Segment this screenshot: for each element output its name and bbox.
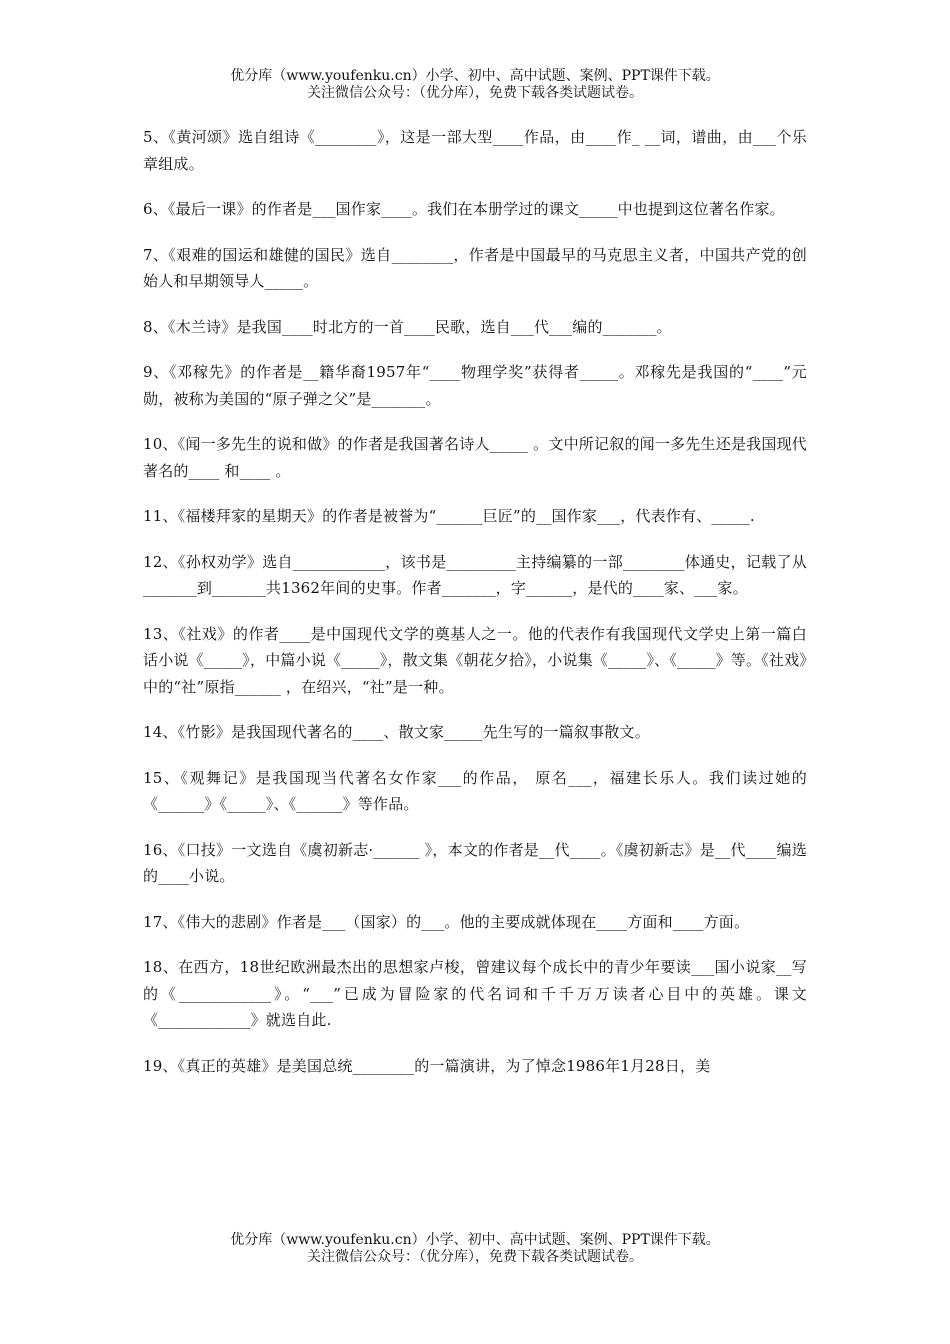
page-header xyxy=(0,68,950,102)
question-12: 12、《孙权劝学》选自____________，该书是_________主持编纂的一部________体通史，记载了从_______到_______共1362年间的史事。作者_______，字______，是代的____家、___家。 xyxy=(143,552,807,597)
question-14: 14、《竹影》是我国现代著名的____、散文家_____先生写的一篇叙事散文。 xyxy=(143,723,650,741)
question-10: 10、《闻一多先生的说和做》的作者是我国著名诗人_____ 。文中所记叙的闻一多先生还是我国现代著名的____ 和____ 。 xyxy=(143,435,807,480)
question-list xyxy=(143,124,807,1098)
question-6: 6、《最后一课》的作者是___国作家____。我们在本册学过的课文_____中也提到这位著名作家。 xyxy=(143,200,785,218)
footer-line-2: 关注微信公众号：（优分库），免费下载各类试题试卷。 xyxy=(307,1249,643,1265)
question-17: 17、《伟大的悲剧》作者是___（国家）的___。他的主要成就体现在____方面和____方面。 xyxy=(143,912,750,931)
question-18: 18、在西方，18世纪欧洲最杰出的思想家卢梭，曾建议每个成长中的青少年要读___国小说家__写的《____________》。“___”已成为冒险家的代名词和千千万万读者心目中的英雄。课文《____________》就选自此. xyxy=(143,958,807,1029)
question-9: 9、《邓稼先》的作者是__籍华裔1957年“____物理学奖”获得者_____。邓稼先是我国的“____”元勋，被称为美国的“原子弹之父”是_______。 xyxy=(143,363,807,408)
header-line-2: 关注微信公众号：（优分库），免费下载各类试题试卷。 xyxy=(307,85,643,101)
question-11: 11、《福楼拜家的星期天》的作者是被誉为“______巨匠”的__国作家___，代表作有、_____. xyxy=(143,507,755,525)
question-8: 8、《木兰诗》是我国____时北方的一首____民歌，选自___代___编的_______。 xyxy=(143,317,672,336)
question-19: 19、《真正的英雄》是美国总统________的一篇演讲，为了悼念1986年1月28日，美 xyxy=(143,1056,711,1075)
question-15: 15、《观舞记》是我国现当代著名女作家___的作品， 原名___，福建长乐人。我们读过她的《______》《_____》、《______》等作品。 xyxy=(143,768,807,813)
page-footer xyxy=(0,1232,950,1266)
question-16: 16、《口技》一文选自《虞初新志·______ 》，本文的作者是__代____。《虞初新志》是__代____编选的____小说。 xyxy=(143,840,807,885)
header-line-1: 优分库（www.youfenku.cn）小学、初中、高中试题、案例、PPT课件下载。 xyxy=(230,68,720,84)
question-7: 7、《艰难的国运和雄健的国民》选自________，作者是中国最早的马克思主义者，中国共产党的创始人和早期领导人_____。 xyxy=(143,245,807,290)
question-13: 13、《社戏》的作者____是中国现代文学的奠基人之一。他的代表作有我国现代文学史上第一篇白话小说《_____》，中篇小说《_____》，散文集《朝花夕拾》，小说集《_____》、《_____》等。《社戏》中的“社”原指______ ，在绍兴，“社”是一种。 xyxy=(143,624,807,696)
question-5: 5、《黄河颂》选自组诗《________》，这是一部大型____作品，由____作_ __词，谱曲，由___个乐章组成。 xyxy=(143,128,807,173)
footer-line-1: 优分库（www.youfenku.cn）小学、初中、高中试题、案例、PPT课件下载。 xyxy=(230,1232,720,1248)
